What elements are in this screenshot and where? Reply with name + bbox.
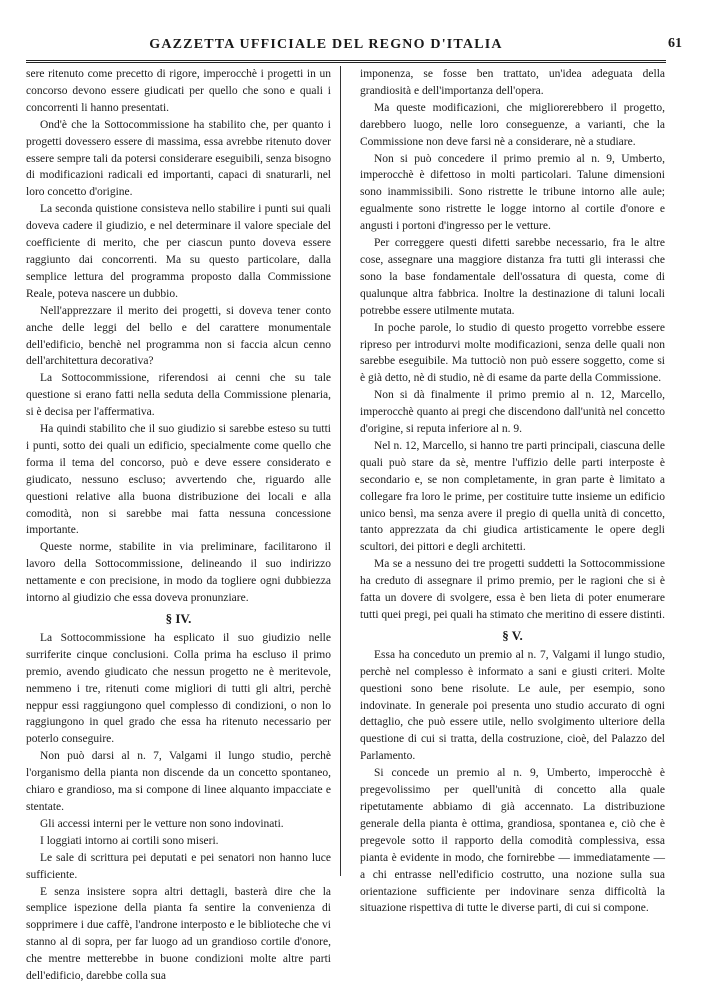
paragraph: Ma se a nessuno dei tre progetti suddetti la Sottocommissione ha creduto di assegnare il primo premio, per le ragioni che si è fatta un dovere di svolgere, essa è ben lieta di poter enumerare tutti quei pregi, pei quali ha stimato che meritino di essere distinti. [360,558,666,621]
paragraph: E senza insistere sopra altri dettagli, basterà dire che la semplice ispezione della pianta fa sentire la convenienza di sopprimere i due caffè, l'androne interposto e le biblioteche che vi stanno al di sopra, per far luogo ad un grandioso cortile d'onore, che mentre metterebbe in buone condizioni molte altre parti dell'edificio, darebbe colla sua [26,885,331,983]
paragraph: sere ritenuto come precetto di rigore, imperocchè i progetti in un concorso devono essere giudicati per quello che sono e quali i concorrenti li hanno presentati. [26,68,331,114]
paragraph: Nel n. 12, Marcello, si hanno tre parti principali, ciascuna delle quali può stare da sè, mentre l'uffizio delle parti interposte è secondario e, se non completamente, in gran parte è limitato a collegare fra loro le prime, per costituire tutte insieme un edificio unico bensì, ma senza avere il pregio di quella unità di concetto, tanto apprezzata da chi giudica artisticamente le opere degli scultori, dei pittori e degli architetti. [360,439,665,554]
paragraph: Ma queste modificazioni, che migliorerebbero il progetto, darebbero luogo, nelle loro conseguenze, a varianti, che la Commissione non deve farsi nè a considerare, nè a studiare. [360,101,665,148]
paragraph: La Sottocommissione, riferendosi ai cenni che su tale questione si erano fatti nella seduta della Commissione plenaria, si è decisa per l'affermativa. [26,372,331,419]
section-heading-iv: § IV. [165,611,192,626]
paragraph: Non si dà finalmente il primo premio al n. 12, Marcello, imperocchè quanto ai pregi che discendono dall'unità nel concetto d'origine, si reputa inferiore al n. 9. [360,389,665,436]
paragraph: Essa ha conceduto un premio al n. 7, Valgami il lungo studio, perchè nel complesso è informato a sani e giusti criteri. Molte questioni sono bene risolute. Le aule, per esempio, sono indovinate. In generale poi presenta uno studio accurato di ogni dettaglio, che può essere utile, nello svolgimento ulteriore della questione di cui si tratta, della costruzione, cioè, del Palazzo del Parlamento. [360,648,665,763]
column-divider [340,66,341,876]
paragraph: Ha quindi stabilito che il suo giudizio si sarebbe esteso su tutti i punti, sotto dei quali un edificio, specialmente come quello che forma il tema del concorso, può e deve essere considerato e giudicato, nessuno escluso; avvertendo che, riguardo alle questioni relative alla buona distribuzione dei locali e alla comodità, non si sarebbe mai fatta nessuna concessione importante. [26,423,331,537]
paragraph: Le sale di scrittura pei deputati e pei senatori non hanno luce sufficiente. [26,851,331,881]
header-rule-double [26,62,666,63]
paragraph: imponenza, se fosse ben trattato, un'idea adeguata della grandiosità e dell'importanza dell'opera. [360,68,665,97]
left-column [26,66,331,985]
page-header [28,34,682,56]
paragraph: Per correggere questi difetti sarebbe necessario, fra le altre cose, assegnare una maggiore distanza fra tutti gli interassi che sono la base fondamentale dell'ossatura di questa, come di qualunque altra fabbrica. Inoltre la destinazione di taluni locali potrebbe essere utilmente mutata. [360,237,665,317]
gazette-title: GAZZETTA UFFICIALE DEL REGNO D'ITALIA [149,37,503,52]
paragraph: Non può darsi al n. 7, Valgami il lungo studio, perchè l'organismo della pianta non discende da un concetto spontaneo, chiaro e grandioso, ma si compone di linee alquanto impacciate e stentate. [26,750,331,813]
paragraph: Nell'apprezzare il merito dei progetti, si doveva tener conto anche delle leggi del bello e del carattere monumentale dell'edificio, benchè nel programma non si faccia alcun cenno dell'architettura decorativa? [26,304,331,368]
header-rule [26,60,666,61]
paragraph: Queste norme, stabilite in via preliminare, facilitarono il lavoro della Sottocommissione, delineando il suo indirizzo nettamente e con precisione, in modo da togliere ogni dubbiezza intorno al giudizio che essa doveva pronunziare. [26,541,331,605]
paragraph: La Sottocommissione ha esplicato il suo giudizio nelle surriferite cinque conclusioni. Colla prima ha escluso il primo premio, avendo giudicato che nessun progetto ne è meritevole, nemmeno i tre, ritenuti come migliori di tutti gli altri, perchè neppur essi raggiungono quel complesso di condizioni, o non lo raggiungono in quel grado che essa ha ritenuto necessario per poterlo conseguire. [26,631,331,746]
right-column [360,66,665,917]
section-heading-v: § V. [502,627,523,643]
paragraph: Ond'è che la Sottocommissione ha stabilito che, per quanto i progetti dovessero essere di massima, essa avrebbe ritenuto dover essere sempre tali da potersi considerare eseguibili, senza bisogno di modificazioni radicali ed importanti, capaci di snaturarli, nel loro concetto d'origine. [26,118,331,199]
paragraph: I loggiati intorno ai cortili sono miseri. [40,834,219,847]
paragraph: In poche parole, lo studio di questo progetto vorrebbe essere ripreso per introdurvi molte modificazioni, senza delle quali non sarebbe eseguibile. Ma tuttociò non può essere soggetto, come si è già detto, nè di studio, nè di esame da parte della Commissione. [360,321,665,385]
paragraph: La seconda quistione consisteva nello stabilire i punti sui quali doveva cadere il giudizio, e nel determinare il valore speciale del coefficiente di merito, che per ciascun punto doveva essere raggiunto dai concorrenti. Ma su questo particolare, dalla semplice lettura del programma proposto dalla Commissione Reale, poteva nascere un dubbio. [26,203,331,300]
paragraph: Si concede un premio al n. 9, Umberto, imperocchè è pregevolissimo per quell'unità di concetto alla quale ripetutamente abbiamo di già accennato. La distribuzione generale della pianta è ottima, grandiosa, spontanea e, ciò che è pregevole sotto il rapporto della comodità complessiva, essa pianta è evidente in modo, che fornirebbe — immediatamente — a chi entrasse nell'edificio costrutto, una nozione sulla sua orientazione sufficiente per indovinare senza difficoltà la situazione rispettiva di tutte le diverse parti, di cui si compone. [360,767,665,915]
paragraph: Gli accessi interni per le vetture non sono indovinati. [40,817,284,830]
page-number: 61 [668,36,682,51]
paragraph: Non si può concedere il primo premio al n. 9, Umberto, imperocchè è difettoso in molti particolari. Talune dimensioni sono inammissibili. Sono ristrette le tribune intorno alle aule; egualmente sono ristrette le logge intorno al cortile d'onore e angusti i portoni d'ingresso per le vetture. [360,152,665,233]
